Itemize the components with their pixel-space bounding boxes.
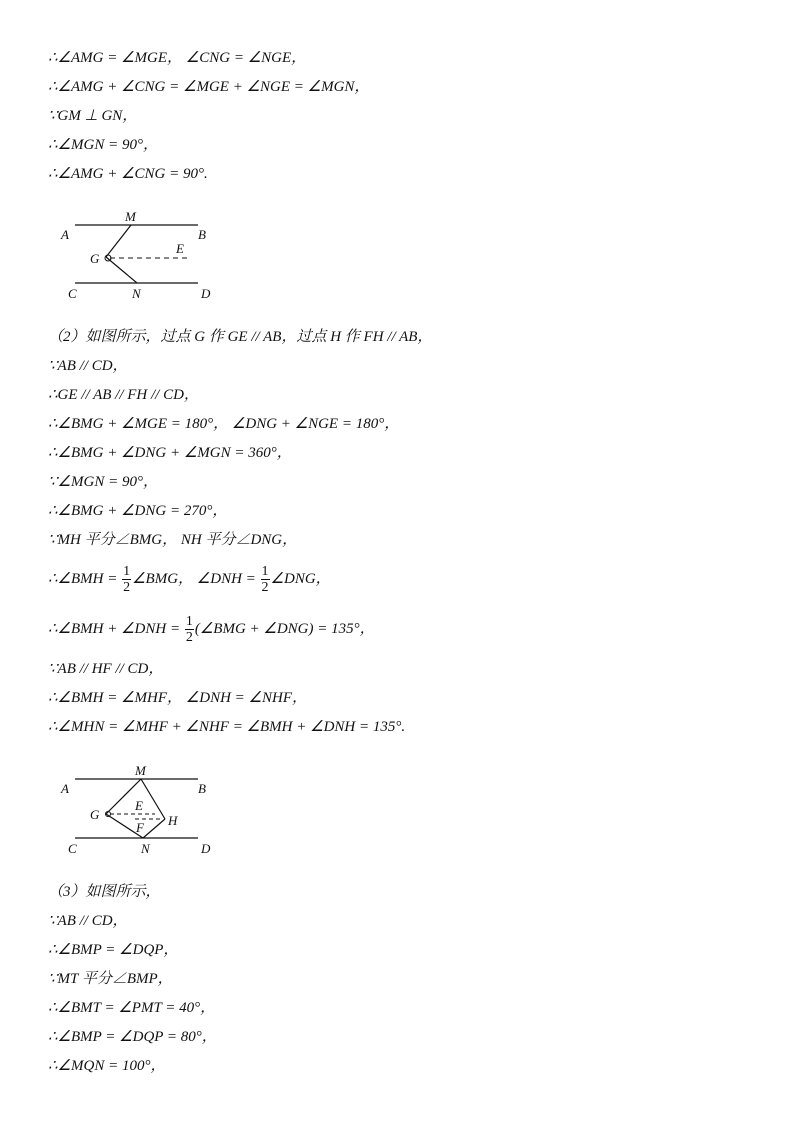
part3-line-2: ∵AB // CD， bbox=[48, 913, 128, 929]
figure-2 bbox=[55, 762, 235, 862]
part2-line-1: （2）如图所示，过点 G 作 GE // AB，过点 H 作 FH // AB， bbox=[48, 329, 433, 345]
label-g: G bbox=[90, 251, 100, 266]
label-d: D bbox=[201, 841, 211, 856]
label-c: C bbox=[68, 841, 77, 856]
part2-line-8: ∵MH 平分∠BMG， NH 平分∠DNG， bbox=[48, 532, 298, 548]
fraction-denominator: 2 bbox=[261, 580, 269, 596]
part2-tail-line-2: ∴∠BMH = ∠MHF， ∠DNH = ∠NHF， bbox=[48, 690, 307, 706]
part1-line-1: ∴∠AMG = ∠MGE， ∠CNG = ∠NGE， bbox=[48, 50, 307, 66]
label-a: A bbox=[61, 781, 69, 796]
fraction-half-2 bbox=[261, 564, 270, 595]
fraction-line-2 bbox=[48, 612, 375, 646]
label-a: A bbox=[61, 227, 69, 242]
label-h: H bbox=[168, 813, 178, 828]
fraction-line-1-lead: ∴∠BMH = bbox=[48, 571, 118, 587]
label-f: F bbox=[136, 820, 144, 835]
label-g: G bbox=[90, 807, 100, 822]
part2-line-2: ∵AB // CD， bbox=[48, 358, 128, 374]
fraction-line-2-tail: (∠BMG + ∠DNG) = 135°， bbox=[194, 621, 375, 637]
segment-gn bbox=[106, 257, 137, 283]
part1-line-3: ∵GM ⊥ GN， bbox=[48, 108, 138, 124]
label-b: B bbox=[198, 227, 206, 242]
part2-tail-line-1: ∵AB // HF // CD， bbox=[48, 661, 164, 677]
fraction-half-3 bbox=[185, 614, 194, 645]
label-m: M bbox=[135, 763, 146, 778]
label-d: D bbox=[201, 286, 211, 301]
part3-line-3: ∴∠BMP = ∠DQP， bbox=[48, 942, 179, 958]
part2-line-3: ∴GE // AB // FH // CD， bbox=[48, 387, 199, 403]
part3-line-7: ∴∠MQN = 100°， bbox=[48, 1058, 166, 1074]
label-m: M bbox=[125, 209, 136, 224]
fraction-line-1-mid: ∠BMG， ∠DNH = bbox=[132, 571, 256, 587]
fraction-numerator: 1 bbox=[261, 564, 269, 580]
part2-line-6: ∵∠MGN = 90°， bbox=[48, 474, 158, 490]
part1-line-5: ∴∠AMG + ∠CNG = 90°. bbox=[48, 166, 208, 182]
fraction-denominator: 2 bbox=[185, 630, 193, 646]
part2-line-4: ∴∠BMG + ∠MGE = 180°， ∠DNG + ∠NGE = 180°， bbox=[48, 416, 400, 432]
segment-mh bbox=[141, 779, 165, 819]
part3-line-1: （3）如图所示， bbox=[48, 884, 161, 900]
fraction-numerator: 1 bbox=[185, 614, 193, 630]
part2-tail-line-3: ∴∠MHN = ∠MHF + ∠NHF = ∠BMH + ∠DNH = 135°. bbox=[48, 719, 406, 735]
fraction-numerator: 1 bbox=[123, 564, 131, 580]
part3-line-6: ∴∠BMP = ∠DQP = 80°， bbox=[48, 1029, 217, 1045]
part1-line-2: ∴∠AMG + ∠CNG = ∠MGE + ∠NGE = ∠MGN， bbox=[48, 79, 370, 95]
part3-line-5: ∴∠BMT = ∠PMT = 40°， bbox=[48, 1000, 216, 1016]
label-c: C bbox=[68, 286, 77, 301]
fraction-half-1 bbox=[122, 564, 131, 595]
label-b: B bbox=[198, 781, 206, 796]
fraction-line-1 bbox=[48, 562, 331, 596]
label-n: N bbox=[141, 841, 150, 856]
fraction-line-1-tail: ∠DNG， bbox=[270, 571, 331, 587]
part2-line-5: ∴∠BMG + ∠DNG + ∠MGN = 360°， bbox=[48, 445, 292, 461]
part3-line-4: ∵MT 平分∠BMP， bbox=[48, 971, 173, 987]
part1-line-4: ∴∠MGN = 90°， bbox=[48, 137, 158, 153]
part2-line-7: ∴∠BMG + ∠DNG = 270°， bbox=[48, 503, 228, 519]
figure-1 bbox=[55, 208, 235, 308]
segment-mg bbox=[106, 225, 131, 257]
fraction-line-2-lead: ∴∠BMH + ∠DNH = bbox=[48, 621, 181, 637]
label-e: E bbox=[176, 241, 184, 256]
label-n: N bbox=[132, 286, 141, 301]
label-e: E bbox=[135, 798, 143, 813]
fraction-denominator: 2 bbox=[123, 580, 131, 596]
segment-nh bbox=[143, 819, 165, 838]
